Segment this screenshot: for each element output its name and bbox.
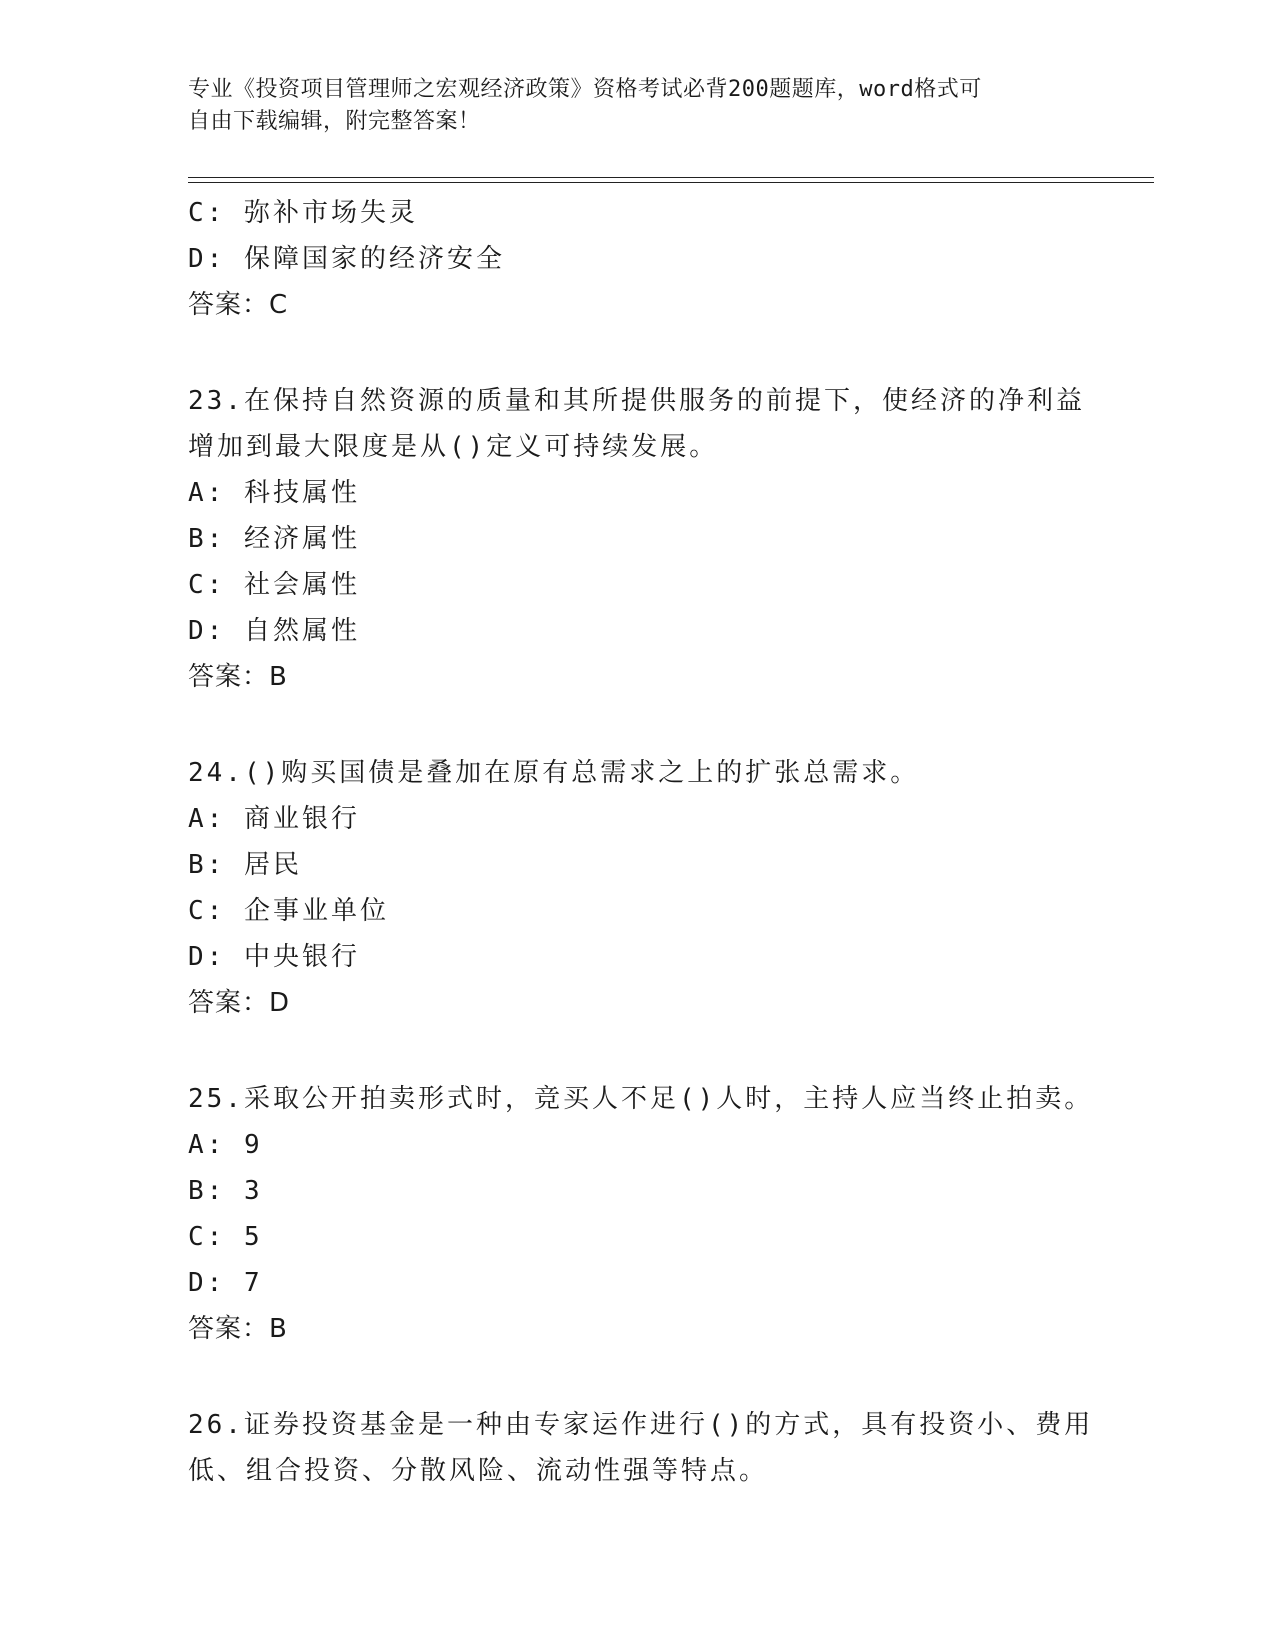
option-a: A: 9: [188, 1130, 263, 1160]
question-25: [188, 1076, 1108, 1352]
answer-line: 答案：C: [188, 290, 289, 320]
question-list: [188, 190, 1108, 1494]
spacer: [188, 1026, 1108, 1076]
option-c: C: 社会属性: [188, 570, 360, 600]
option-d: D: 7: [188, 1268, 263, 1298]
header-line-2: 自由下载编辑，附完整答案！: [188, 109, 481, 134]
question-text: 25.采取公开拍卖形式时，竞买人不足()人时，主持人应当终止拍卖。: [188, 1084, 1094, 1114]
previous-question-tail: [188, 190, 1108, 328]
question-text: 增加到最大限度是从()定义可持续发展。: [188, 432, 719, 462]
option-a: A: 科技属性: [188, 478, 360, 508]
question-24: [188, 750, 1108, 1026]
option-c: C: 弥补市场失灵: [188, 198, 418, 228]
option-d: D: 保障国家的经济安全: [188, 244, 505, 274]
option-d: D: 自然属性: [188, 616, 360, 646]
option-b: B: 3: [188, 1176, 263, 1206]
spacer: [188, 700, 1108, 750]
option-b: B: 居民: [188, 850, 302, 880]
option-b: B: 经济属性: [188, 524, 360, 554]
page-header: [188, 74, 1088, 138]
header-rule-top: [188, 177, 1154, 178]
option-a: A: 商业银行: [188, 804, 360, 834]
answer-line: 答案：B: [188, 1314, 288, 1344]
question-23: [188, 378, 1108, 700]
question-text: 26.证券投资基金是一种由专家运作进行()的方式，具有投资小、费用: [188, 1410, 1094, 1440]
question-text: 23.在保持自然资源的质量和其所提供服务的前提下，使经济的净利益: [188, 386, 1085, 416]
spacer: [188, 1352, 1108, 1402]
answer-line: 答案：D: [188, 988, 291, 1018]
option-c: C: 5: [188, 1222, 263, 1252]
header-rule-bottom: [188, 182, 1154, 183]
answer-line: 答案：B: [188, 662, 288, 692]
header-line-1: 专业《投资项目管理师之宏观经济政策》资格考试必背200题题库，word格式可: [188, 77, 982, 102]
spacer: [188, 328, 1108, 378]
question-text: 低、组合投资、分散风险、流动性强等特点。: [188, 1456, 769, 1486]
question-text: 24.()购买国债是叠加在原有总需求之上的扩张总需求。: [188, 758, 920, 788]
question-26: [188, 1402, 1108, 1494]
option-d: D: 中央银行: [188, 942, 360, 972]
option-c: C: 企事业单位: [188, 896, 389, 926]
